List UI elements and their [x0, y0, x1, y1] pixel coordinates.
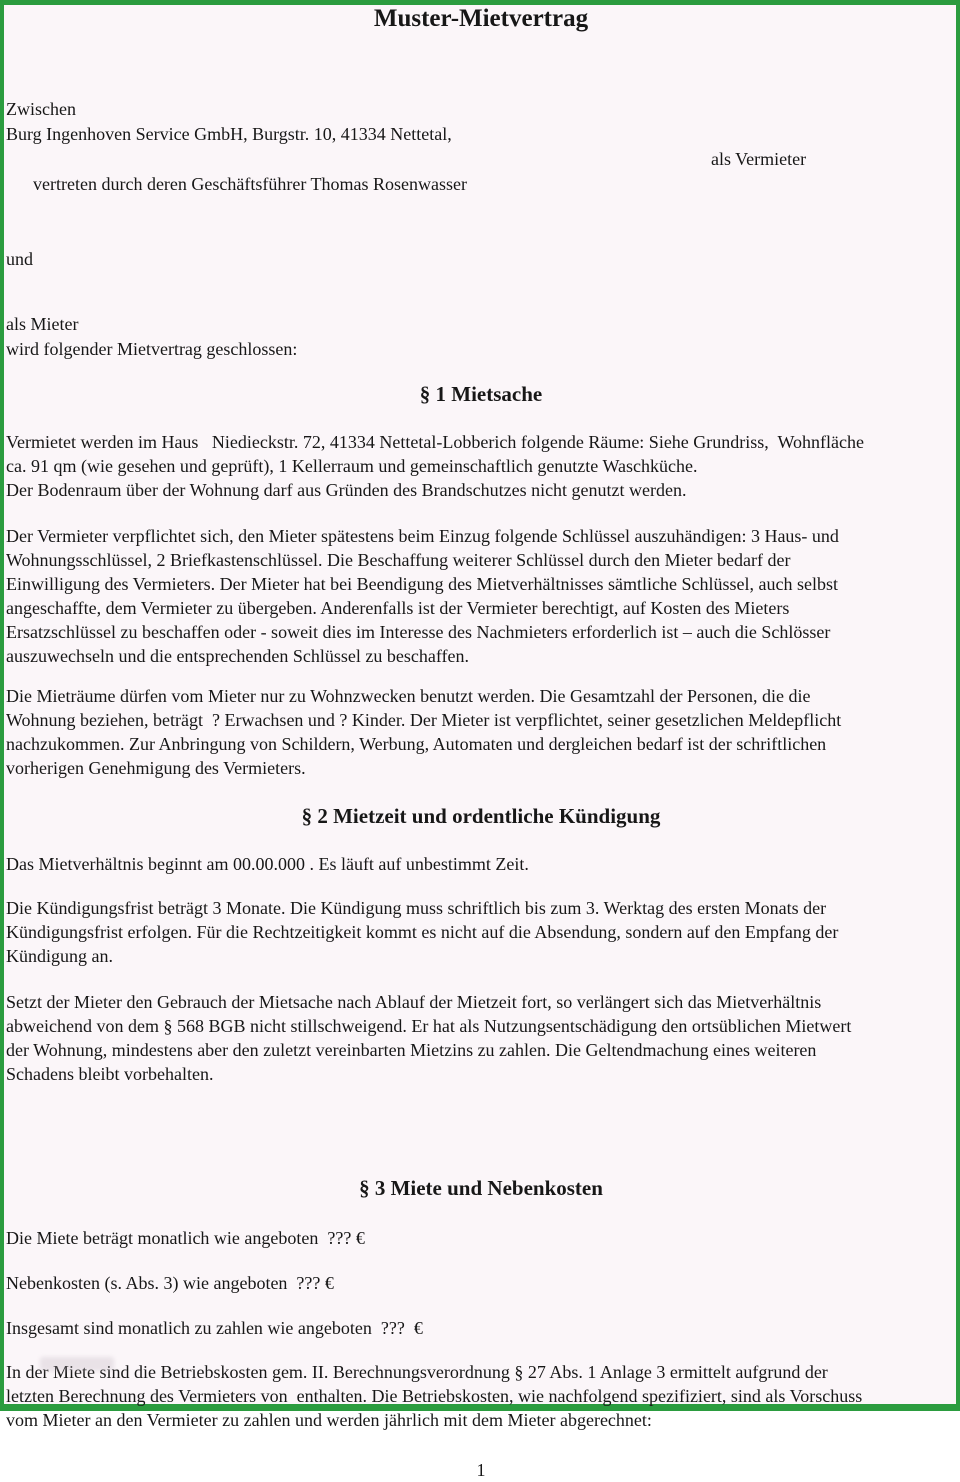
text-line: Ersatzschlüssel zu beschaffen oder - soweit dies im Interesse des Nachmieters erforderlich ist – auch die Schlösser [6, 622, 831, 642]
section-1-paragraph-2 [6, 524, 956, 668]
total-amount-line: Insgesamt sind monatlich zu zahlen wie angeboten ??? € [6, 1318, 423, 1338]
landlord-name-line: Burg Ingenhoven Service GmbH, Burgstr. 10, 41334 Nettetal, [6, 124, 452, 144]
section-2-paragraph-2 [6, 896, 956, 968]
section-1-paragraph-3 [6, 684, 956, 780]
text-line: Kündigungsfrist erfolgen. Für die Rechtzeitigkeit kommt es nicht auf die Absendung, sondern auf den Empfang der [6, 922, 839, 942]
section-2-paragraph-1 [6, 852, 956, 876]
page-content [4, 5, 956, 1482]
text-line: Schadens bleibt vorbehalten. [6, 1064, 214, 1084]
text-line: Der Bodenraum über der Wohnung darf aus Gründen des Brandschutzes nicht genutzt werden. [6, 480, 687, 500]
text-line: angeschaffte, dem Vermieter zu übergeben. Anderenfalls ist der Vermieter berechtigt, auf Kosten des Mieters [6, 598, 790, 618]
document-title: Muster-Mietvertrag [373, 5, 589, 32]
intro-und: und [6, 249, 33, 269]
text-line: Die Kündigungsfrist beträgt 3 Monate. Die Kündigung muss schriftlich bis zum 3. Werktag des ersten Monats der [6, 898, 827, 918]
section-1-paragraph-1 [6, 430, 956, 502]
text-line: Der Vermieter verpflichtet sich, den Mieter spätestens beim Einzug folgende Schlüssel auszuhändigen: 3 Haus- und [6, 526, 839, 546]
text-line: Setzt der Mieter den Gebrauch der Mietsache nach Ablauf der Mietzeit fort, so verlängert sich das Mietverhältnis [6, 992, 822, 1012]
text-line: Wohnungsschlüssel, 2 Briefkastenschlüssel. Die Beschaffung weiterer Schlüssel durch den Mieter bedarf der [6, 550, 791, 570]
faint-watermark-smudge [40, 1357, 114, 1371]
section-2-heading: § 2 Mietzeit und ordentliche Kündigung [301, 804, 661, 828]
text-line: In der Miete sind die Betriebskosten gem. II. Berechnungsverordnung § 27 Abs. 1 Anlage 3 ermittelt aufgrund der [6, 1362, 828, 1382]
landlord-representative-line [6, 147, 956, 247]
page-number: 1 [476, 1460, 486, 1480]
text-line: letzten Berechnung des Vermieters von enthalten. Die Betriebskosten, wie nachfolgend spezifiziert, sind als Vorschuss [6, 1386, 863, 1406]
section-3-paragraph [6, 1360, 956, 1432]
text-line: ca. 91 qm (wie gesehen und geprüft), 1 Kellerraum und gemeinschaftlich genutzte Waschküche. [6, 456, 698, 476]
rent-amount-line: Die Miete beträgt monatlich wie angeboten ??? € [6, 1228, 365, 1248]
text-line: Das Mietverhältnis beginnt am 00.00.000 . Es läuft auf unbestimmt Zeit. [6, 854, 529, 874]
als-mieter-label: als Mieter [6, 314, 79, 334]
text-line: der Wohnung, mindestens aber den zuletzt vereinbarten Mietzins zu zahlen. Die Geltendmachung eines weiteren [6, 1040, 817, 1060]
side-costs-line: Nebenkosten (s. Abs. 3) wie angeboten ??? € [6, 1273, 334, 1293]
section-1-heading: § 1 Mietsache [419, 382, 543, 406]
text-line: Vermietet werden im Haus Niedieckstr. 72, 41334 Nettetal-Lobberich folgende Räume: Siehe Grundriss, Wohnfläche [6, 432, 864, 452]
text-line: auszuwechseln und die entsprechenden Schlüssel zu beschaffen. [6, 646, 470, 666]
text-line: Wohnung beziehen, beträgt ? Erwachsen und ? Kinder. Der Mieter ist verpflichtet, seiner gesetzlichen Meldepflicht [6, 710, 842, 730]
intro-closing-line: wird folgender Mietvertrag geschlossen: [6, 339, 298, 359]
text-line: Kündigung an. [6, 946, 113, 966]
text-line: vom Mieter an den Vermieter zu zahlen und werden jährlich mit dem Mieter abgerechnet: [6, 1410, 652, 1430]
text-line: Die Mieträume dürfen vom Mieter nur zu Wohnzwecken benutzt werden. Die Gesamtzahl der Personen, die die [6, 686, 811, 706]
text-line: abweichend von dem § 568 BGB nicht stillschweigend. Er hat als Nutzungsentschädigung den ortsüblichen Mietwert [6, 1016, 852, 1036]
section-2-paragraph-3 [6, 990, 956, 1086]
intro-zwischen: Zwischen [6, 99, 76, 119]
representative-text: vertreten durch deren Geschäftsführer Thomas Rosenwasser [33, 174, 468, 194]
text-line: nachzukommen. Zur Anbringung von Schildern, Werbung, Automaten und dergleichen bedarf ist der schriftlichen [6, 734, 827, 754]
section-3-heading: § 3 Miete und Nebenkosten [359, 1176, 603, 1200]
text-line: Einwilligung des Vermieters. Der Mieter hat bei Beendigung des Mietverhältnisses sämtliche Schlüssel, auch selbst [6, 574, 838, 594]
als-vermieter-label: als Vermieter [711, 149, 807, 169]
text-line: vorherigen Genehmigung des Vermieters. [6, 758, 306, 778]
